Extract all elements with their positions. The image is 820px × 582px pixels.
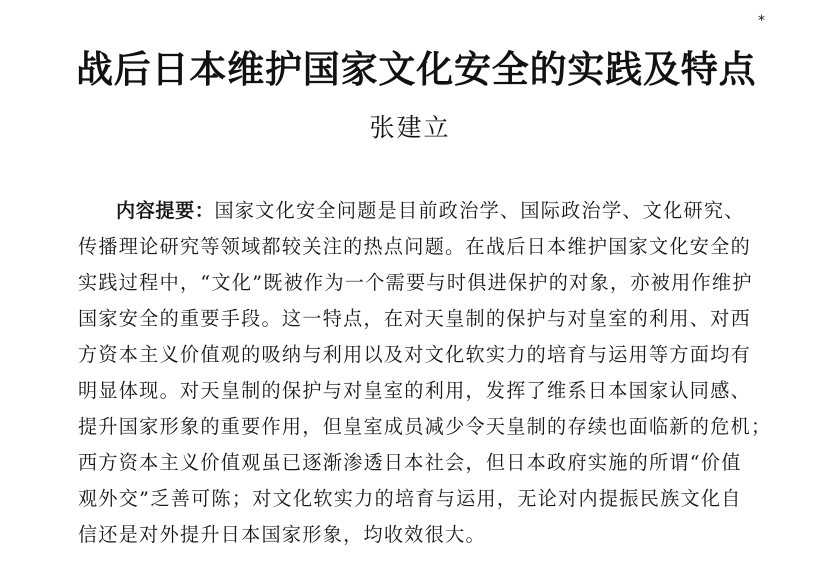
abstract-label: 内容提要：	[116, 199, 215, 222]
abstract-line-1	[116, 197, 745, 225]
abstract-line-10: 信还是对外提升日本国家形象，均收效很大。	[78, 523, 486, 546]
abstract-line-2: 传播理论研究等领域都较关注的热点问题。在战后日本维护国家文化安全的	[78, 235, 751, 258]
abstract-line-7: 提升国家形象的重要作用，但皇室成员减少令天皇制的存续也面临新的危机；	[78, 415, 772, 438]
title-footnote-mark: *	[758, 13, 765, 29]
abstract-line-3: 实践过程中，“文化”既被作为一个需要与时俱进保护的对象，亦被用作维护	[78, 271, 753, 294]
abstract-text: 国家文化安全问题是目前政治学、国际政治学、文化研究、	[214, 199, 745, 222]
author-name: 张建立	[369, 113, 451, 142]
abstract-line-5: 方资本主义价值观的吸纳与利用以及对文化软实力的培育与运用等方面均有	[78, 343, 751, 366]
abstract-line-6: 明显体现。对天皇制的保护与对皇室的利用，发挥了维系日本国家认同感、	[78, 379, 751, 402]
abstract-line-8: 西方资本主义价值观虽已逐渐渗透日本社会，但日本政府实施的所谓“价值	[78, 451, 742, 474]
paper-title: 战后日本维护国家文化安全的实践及特点	[76, 47, 757, 91]
abstract-line-9: 观外交”乏善可陈；对文化软实力的培育与运用，无论对内提振民族文化自	[78, 487, 742, 510]
abstract-line-4: 国家安全的重要手段。这一特点，在对天皇制的保护与对皇室的利用、对西	[78, 307, 751, 330]
